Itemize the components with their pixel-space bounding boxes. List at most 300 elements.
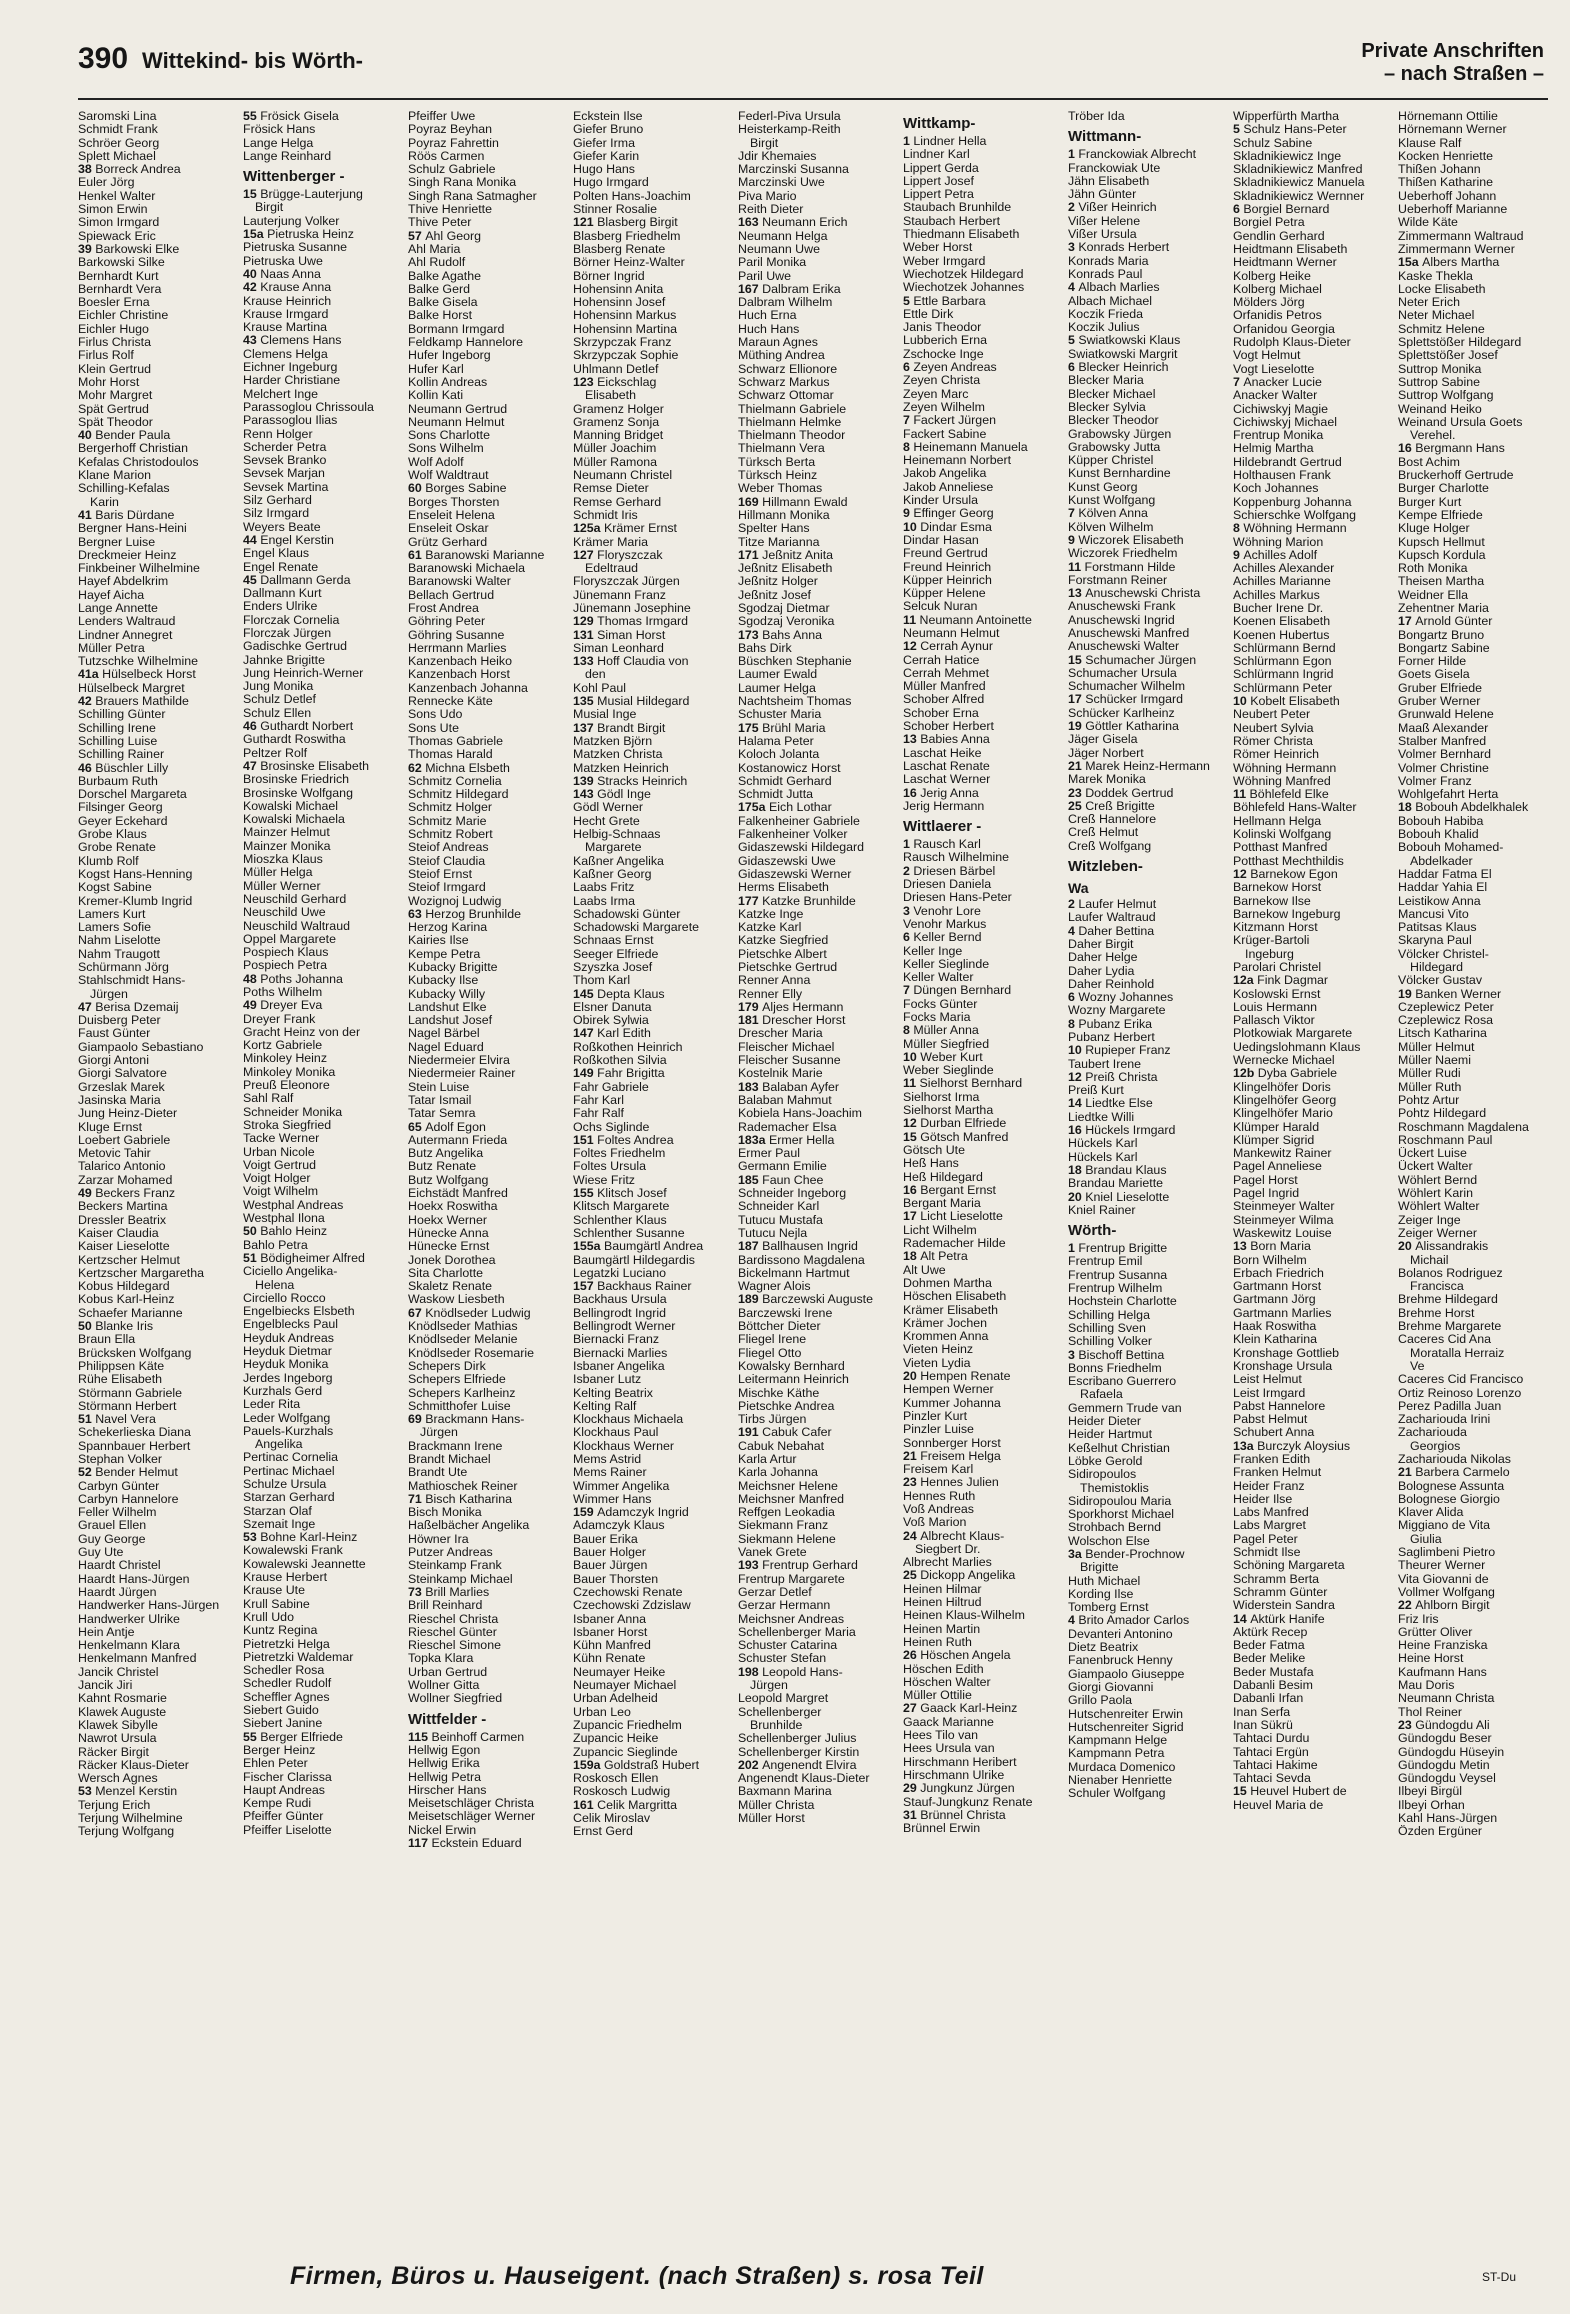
house-number: 65 — [408, 1120, 426, 1134]
resident-entry: Frost Andrea — [408, 601, 479, 615]
entry-continuation: Jürgen — [90, 987, 128, 1001]
resident-entry: 21 Barbera Carmelo — [1398, 1466, 1510, 1480]
resident-entry: Jakob Angelika — [903, 467, 987, 481]
resident-entry: Philippsen Käte — [78, 1359, 165, 1373]
resident-entry: Räcker Birgit — [78, 1745, 149, 1759]
house-number: 183 — [738, 1080, 763, 1094]
resident-entry: Sgodzaj Veronika — [738, 615, 835, 629]
resident-entry: Bergerhoff Christian — [78, 442, 188, 456]
resident-entry: Meichsner Manfred — [738, 1492, 845, 1506]
entry-continuation: Edeltraud — [585, 562, 639, 576]
resident-entry: Erbach Friedrich — [1233, 1266, 1324, 1280]
resident-entry: Bobouh Mohamed- — [1398, 841, 1504, 855]
resident-entry: Schneider Ingeborg — [738, 1187, 847, 1201]
resident-entry: Sevsek Branko — [243, 454, 327, 468]
resident-entry: Skaryna Paul — [1398, 934, 1472, 948]
resident-entry: Seeger Elfriede — [573, 947, 659, 961]
resident-entry: Koenen Elisabeth — [1233, 615, 1331, 629]
resident-entry: Klingelhöfer Doris — [1233, 1080, 1331, 1094]
resident-entry: Giefer Irma — [573, 136, 635, 150]
resident-entry: Krause Ute — [243, 1584, 305, 1598]
resident-entry: Holthausen Frank — [1233, 469, 1331, 483]
resident-entry: 40 Bender Paula — [78, 429, 171, 443]
resident-entry: Balke Gisela — [408, 296, 478, 310]
resident-entry: Pagel Anneliese — [1233, 1160, 1322, 1174]
resident-entry: Anuschewski Frank — [1068, 600, 1176, 614]
resident-entry: Guy George — [78, 1532, 146, 1546]
resident-entry: 18 Bobouh Abdelkhalek — [1398, 801, 1529, 815]
resident-entry: Laschat Renate — [903, 759, 990, 773]
resident-entry: Labs Margret — [1233, 1519, 1307, 1533]
resident-entry: Fleischer Michael — [738, 1040, 835, 1054]
resident-entry: Thielmann Theodor — [738, 429, 846, 443]
resident-entry: Krull Sabine — [243, 1597, 310, 1611]
resident-entry: Marczinski Susanna — [738, 163, 849, 177]
entry-continuation: Jürgen — [420, 1426, 458, 1440]
resident-entry: Schulz Sabine — [1233, 136, 1313, 150]
resident-entry: Röös Carmen — [408, 149, 485, 163]
house-number: 15a — [1398, 256, 1423, 270]
resident-entry: Jonek Dorothea — [408, 1253, 496, 1267]
resident-entry: Pietruska Susanne — [243, 241, 348, 255]
resident-entry: Blasberg Friedhelm — [573, 229, 681, 243]
entry-continuation: Brunhilde — [750, 1718, 803, 1732]
resident-entry: 139 Stracks Heinrich — [573, 774, 688, 788]
resident-entry: Schilling Luise — [78, 734, 158, 748]
resident-entry: 52 Bender Helmut — [78, 1466, 178, 1480]
house-number: 55 — [243, 110, 261, 123]
resident-entry: Faust Günter — [78, 1027, 151, 1041]
resident-entry: Fahr Gabriele — [573, 1080, 649, 1094]
resident-entry: Gündogdu Hüseyin — [1398, 1745, 1505, 1759]
resident-entry: Fischer Clarissa — [243, 1770, 332, 1784]
entry-continuation: Francisca — [1410, 1280, 1464, 1294]
resident-entry: 171 Jeßnitz Anita — [738, 548, 834, 562]
resident-entry: Roskosch Ellen — [573, 1772, 659, 1786]
resident-entry: Weinand Heiko — [1398, 402, 1482, 416]
entry-continuation: Themistoklis — [1080, 1481, 1149, 1495]
resident-entry: Börner Heinz-Walter — [573, 256, 685, 270]
resident-entry: Lange Reinhard — [243, 149, 332, 163]
resident-entry: 13a Burczyk Aloysius — [1233, 1439, 1351, 1453]
resident-entry: Skladnikiewicz Wernner — [1233, 189, 1365, 203]
resident-entry: Starzan Olaf — [243, 1504, 312, 1518]
resident-entry: Urban Gertrud — [408, 1665, 488, 1679]
resident-entry: Lindner Annegret — [78, 628, 173, 642]
resident-entry: Plotkowiak Margarete — [1233, 1027, 1353, 1041]
house-number: 18 — [1398, 801, 1416, 815]
resident-entry: Mainzer Monika — [243, 839, 331, 853]
resident-entry: Potthast Mechthildis — [1233, 854, 1344, 868]
resident-entry: 161 Celik Margritta — [573, 1798, 677, 1812]
resident-entry: Theurer Werner — [1398, 1559, 1486, 1573]
resident-entry: Böhlefeld Hans-Walter — [1233, 801, 1357, 815]
resident-entry: Dressler Beatrix — [78, 1213, 167, 1227]
resident-entry: Hirscher Hans — [408, 1783, 487, 1797]
resident-entry: Wiese Fritz — [573, 1173, 635, 1187]
resident-entry: Schuler Wolfgang — [1068, 1787, 1166, 1801]
resident-entry: Bolognese Assunta — [1398, 1479, 1505, 1493]
resident-entry: Backhaus Ursula — [573, 1293, 667, 1307]
resident-entry: Müller Horst — [738, 1812, 805, 1825]
resident-entry: Engel Renate — [243, 560, 319, 574]
resident-entry: 4 Brito Amador Carlos — [1068, 1614, 1190, 1628]
resident-entry: Haardt Hans-Jürgen — [78, 1572, 190, 1586]
house-number: 53 — [243, 1531, 261, 1545]
resident-entry: Knödlseder Mathias — [408, 1320, 518, 1334]
resident-entry: Spät Gertrud — [78, 402, 149, 416]
resident-entry: Schramm Berta — [1233, 1572, 1320, 1586]
resident-entry: Driesen Hans-Peter — [903, 891, 1012, 905]
resident-entry: Murdaca Domenico — [1068, 1760, 1176, 1774]
resident-entry: Klockhaus Paul — [573, 1426, 659, 1440]
resident-entry: Inan Serfa — [1233, 1705, 1291, 1719]
resident-entry: Gündogdu Veysel — [1398, 1772, 1496, 1786]
resident-entry: Skladnikiewicz Manfred — [1233, 163, 1363, 177]
resident-entry: Kowalski Michael — [243, 799, 339, 813]
resident-entry: Kaiser Lieselotte — [78, 1240, 170, 1254]
resident-entry: Konrads Maria — [1068, 254, 1149, 268]
resident-entry: Kording Ilse — [1068, 1587, 1134, 1601]
resident-entry: Beder Fatma — [1233, 1639, 1305, 1653]
resident-entry: Hünecke Ernst — [408, 1240, 490, 1254]
resident-entry: 20 Alissandrakis — [1398, 1240, 1489, 1254]
resident-entry: 12 Preiß Christa — [1068, 1070, 1158, 1084]
resident-entry: Pietschke Gertrud — [738, 961, 838, 974]
entry-continuation: Birgit — [255, 201, 284, 215]
resident-entry: Starzan Gerhard — [243, 1491, 335, 1505]
resident-entry: Wöhlert Walter — [1398, 1200, 1480, 1214]
resident-entry: Falkenheiner Volker — [738, 828, 848, 842]
resident-entry: Venohr Markus — [903, 917, 987, 931]
resident-entry: Kubacky Ilse — [408, 974, 479, 988]
resident-entry: Preuß Eleonore — [243, 1079, 330, 1093]
resident-entry: Burger Charlotte — [1398, 482, 1489, 496]
house-number: 16 — [1398, 442, 1416, 456]
resident-entry: Henkelmann Klara — [78, 1639, 180, 1653]
house-number: 23 — [903, 1476, 921, 1490]
resident-entry: Fahr Karl — [573, 1093, 624, 1107]
resident-entry: 40 Naas Anna — [243, 267, 321, 281]
resident-entry: 41 Baris Dürdane — [78, 508, 175, 522]
resident-entry: Volmer Christine — [1398, 761, 1489, 775]
resident-entry: Topka Klara — [408, 1652, 474, 1666]
resident-entry: Barczewski Irene — [738, 1306, 833, 1320]
resident-entry: Steiof Ernst — [408, 867, 473, 881]
resident-entry: Feldkamp Hannelore — [408, 336, 524, 350]
resident-entry: Hückels Karl — [1068, 1137, 1138, 1151]
resident-entry: Czechowski Renate — [573, 1585, 683, 1599]
resident-entry: Potthast Manfred — [1233, 841, 1328, 855]
resident-entry: Bickelmann Hartmut — [738, 1266, 850, 1280]
resident-entry: Krüger-Bartoli — [1233, 934, 1310, 948]
resident-entry: Wollner Siegfried — [408, 1692, 503, 1706]
resident-entry: Caceres Cid Francisco — [1398, 1373, 1524, 1387]
resident-entry: 11 Böhlefeld Elke — [1233, 788, 1329, 802]
resident-entry: Schlenther Klaus — [573, 1213, 667, 1227]
resident-entry: Cerrah Mehmet — [903, 666, 990, 680]
resident-entry: Schilling Günter — [78, 708, 166, 722]
resident-entry: Höwner Ira — [408, 1532, 469, 1546]
resident-entry: Meisetschläger Christa — [408, 1797, 535, 1811]
resident-entry: Czeplewicz Peter — [1398, 1000, 1494, 1014]
resident-entry: Schnaas Ernst — [573, 934, 654, 948]
entry-continuation: Helena — [255, 1278, 295, 1292]
resident-entry: Heinen Klaus-Wilhelm — [903, 1609, 1025, 1623]
resident-entry: Schmitz Hildegard — [408, 788, 509, 802]
resident-entry: Neter Michael — [1398, 309, 1475, 323]
resident-entry: Kurzhals Gerd — [243, 1384, 323, 1398]
resident-entry: Bobouh Habiba — [1398, 814, 1484, 828]
house-number: 4 — [1068, 924, 1079, 938]
resident-entry: Weinand Ursula Goets — [1398, 415, 1523, 429]
resident-entry: Küpper Christel — [1068, 454, 1154, 468]
resident-entry: Kinder Ursula — [903, 494, 979, 508]
resident-entry: Barnekow Ingeburg — [1233, 907, 1341, 921]
resident-entry: 16 Hückels Irmgard — [1068, 1124, 1176, 1138]
resident-entry: Laumer Helga — [738, 681, 816, 695]
resident-entry: Uedingslohmann Klaus — [1233, 1040, 1361, 1054]
resident-entry: Keller Sieglinde — [903, 957, 990, 971]
resident-entry: Giefer Bruno — [573, 123, 644, 137]
street-subheading: Wa — [1068, 880, 1089, 897]
resident-entry: Grillo Paola — [1068, 1694, 1133, 1708]
resident-entry: 10 Rupieper Franz — [1068, 1044, 1171, 1058]
house-number: 38 — [78, 163, 96, 177]
resident-entry: 173 Bahs Anna — [738, 628, 823, 642]
resident-entry: 47 Brosinske Elisabeth — [243, 759, 370, 773]
resident-entry: 47 Berisa Dzemaij — [78, 1000, 179, 1014]
resident-entry: Laumer Ewald — [738, 668, 818, 682]
resident-entry: Balke Gerd — [408, 282, 470, 296]
resident-entry: 5 Swiatkowski Klaus — [1068, 334, 1181, 348]
resident-entry: Kairies Ilse — [408, 934, 469, 948]
resident-entry: 19 Banken Werner — [1398, 987, 1502, 1001]
resident-entry: Römer Christa — [1233, 734, 1313, 748]
resident-entry: Krause Martina — [243, 321, 328, 335]
resident-entry: Wolf Adolf — [408, 455, 464, 469]
resident-entry: Franckowiak Ute — [1068, 161, 1161, 175]
house-number: 155a — [573, 1240, 605, 1254]
resident-entry: 67 Knödlseder Ludwig — [408, 1306, 531, 1320]
resident-entry: 29 Jungkunz Jürgen — [903, 1782, 1015, 1796]
resident-entry: Isbaner Angelika — [573, 1359, 665, 1373]
house-number: 1 — [1068, 148, 1079, 162]
resident-entry: 8 Wöhning Hermann — [1233, 522, 1347, 536]
resident-entry: Schekerlieska Diana — [78, 1426, 191, 1440]
resident-entry: Heider Franz — [1233, 1479, 1305, 1493]
resident-entry: Brehme Hildegard — [1398, 1293, 1498, 1307]
resident-entry: Leist Irmgard — [1233, 1386, 1306, 1400]
resident-entry: Szemait Inge — [243, 1517, 316, 1531]
resident-entry: Leitermann Heinrich — [738, 1373, 849, 1387]
resident-entry: Barnekow Horst — [1233, 881, 1322, 895]
resident-entry: Türksch Berta — [738, 455, 816, 469]
resident-entry: Schulz Detlef — [243, 693, 317, 707]
house-number: 202 — [738, 1758, 763, 1772]
resident-entry: Schilling Irene — [78, 721, 156, 735]
house-number: 73 — [408, 1585, 426, 1599]
resident-entry: Bauer Jürgen — [573, 1559, 648, 1573]
resident-entry: Schmidt Ilse — [1233, 1546, 1301, 1560]
resident-entry: Krämer Elisabeth — [903, 1303, 999, 1317]
resident-entry: 42 Krause Anna — [243, 281, 332, 295]
resident-entry: Kremer-Klumb Ingrid — [78, 894, 193, 908]
resident-entry: Völcker Gustav — [1398, 974, 1483, 988]
house-number: 145 — [573, 987, 598, 1001]
resident-entry: Hennes Ruth — [903, 1489, 976, 1503]
house-number: 18 — [1068, 1163, 1086, 1177]
resident-entry: Götsch Ute — [903, 1143, 965, 1157]
resident-entry: Terjung Erich — [78, 1798, 151, 1812]
resident-entry: Schramm Günter — [1233, 1585, 1328, 1599]
house-number: 175a — [738, 801, 770, 815]
resident-entry: 23 Gündogdu Ali — [1398, 1718, 1490, 1732]
house-number: 173 — [738, 628, 763, 642]
resident-entry: Gidaszewski Uwe — [738, 854, 836, 868]
resident-entry: Jeßnitz Elisabeth — [738, 562, 833, 576]
resident-entry: Klitsch Margarete — [573, 1200, 670, 1214]
resident-entry: Ehlen Peter — [243, 1757, 308, 1771]
resident-entry: Schilling Volker — [1068, 1335, 1153, 1349]
house-number: 23 — [1398, 1718, 1416, 1732]
resident-entry: Grzeslak Marek — [78, 1080, 165, 1094]
resident-entry: Grauel Ellen — [78, 1519, 147, 1533]
resident-entry: Schücker Karlheinz — [1068, 706, 1175, 720]
house-number: 15a — [243, 228, 268, 242]
resident-entry: Bellingrodt Werner — [573, 1320, 676, 1334]
resident-entry: Kogst Sabine — [78, 881, 152, 895]
resident-entry: Mölders Jörg — [1233, 296, 1305, 310]
resident-entry: Heinen Hilmar — [903, 1582, 982, 1596]
resident-entry: Beder Melike — [1233, 1652, 1306, 1666]
resident-entry: Weber Horst — [903, 241, 973, 255]
resident-entry: Kanzenbach Johanna — [408, 681, 528, 695]
resident-entry: Lippert Gerda — [903, 161, 979, 175]
resident-entry: Nawrot Ursula — [78, 1732, 157, 1746]
resident-entry: Kaiser Claudia — [78, 1226, 159, 1240]
resident-entry: Kanzenbach Horst — [408, 668, 510, 682]
resident-entry: 15 Schumacher Jürgen — [1068, 653, 1197, 667]
resident-entry: Hugo Hans — [573, 163, 635, 177]
resident-entry: Cichiwskyj Michael — [1233, 415, 1337, 429]
resident-entry: 2 Laufer Helmut — [1068, 898, 1157, 912]
resident-entry: Thißen Katharine — [1398, 176, 1494, 190]
resident-entry: Jeßnitz Josef — [738, 588, 811, 602]
resident-entry: Hochstein Charlotte — [1068, 1295, 1177, 1309]
resident-entry: Kempe Elfriede — [1398, 508, 1483, 522]
resident-entry: Schellenberger Julius — [738, 1732, 857, 1746]
resident-entry: Bernhardt Kurt — [78, 269, 159, 283]
resident-entry: Huth Michael — [1068, 1574, 1141, 1588]
resident-entry: Autermann Frieda — [408, 1133, 508, 1147]
resident-entry: Parassoglou Ilias — [243, 414, 338, 428]
house-number: 8 — [1068, 1017, 1079, 1031]
house-number: 8 — [1233, 522, 1244, 536]
resident-entry: Eichler Hugo — [78, 322, 149, 336]
resident-entry: Neter Erich — [1398, 296, 1460, 310]
resident-entry: Neumann Uwe — [738, 242, 820, 256]
resident-entry: Klümper Sigrid — [1233, 1133, 1315, 1147]
resident-entry: Sevsek Marjan — [243, 467, 325, 481]
resident-entry: Driesen Daniela — [903, 878, 992, 892]
resident-entry: Kertzscher Margaretha — [78, 1266, 205, 1280]
house-number: 22 — [1398, 1599, 1416, 1613]
resident-entry: Heidtmann Werner — [1233, 256, 1337, 270]
house-number: 42 — [78, 695, 96, 709]
resident-entry: Dreyer Frank — [243, 1012, 316, 1026]
resident-entry: Widerstein Sandra — [1233, 1599, 1335, 1613]
resident-entry: Klawek Sibylle — [78, 1718, 158, 1732]
resident-entry: 129 Thomas Irmgard — [573, 615, 689, 629]
house-number: 20 — [1068, 1190, 1086, 1204]
resident-entry: Creß Hannelore — [1068, 813, 1157, 827]
resident-entry: Thive Henriette — [408, 203, 493, 217]
resident-entry: Swiatkowski Margrit — [1068, 347, 1178, 361]
house-number: 10 — [903, 520, 921, 534]
resident-entry: Siman Leonhard — [573, 641, 664, 655]
resident-entry: Kniel Rainer — [1068, 1203, 1136, 1217]
resident-entry: Neubert Peter — [1233, 708, 1311, 722]
resident-entry: Carbyn Günter — [78, 1479, 160, 1493]
resident-entry: Mainzer Helmut — [243, 826, 330, 840]
resident-entry: Biernacki Franz — [573, 1333, 660, 1347]
resident-entry: 15a Pietruska Heinz — [243, 228, 354, 242]
resident-entry: Gracht Heinz von der — [243, 1025, 361, 1039]
resident-entry: Müller Joachim — [573, 442, 657, 456]
resident-entry: Loebert Gabriele — [78, 1133, 171, 1147]
resident-entry: Kaßner Angelika — [573, 854, 664, 868]
resident-entry: Kampmann Petra — [1068, 1747, 1165, 1761]
resident-entry: Borgiel Petra — [1233, 216, 1305, 230]
house-number: 149 — [573, 1067, 598, 1081]
resident-entry: Liedtke Willi — [1068, 1110, 1135, 1124]
entry-continuation: Moratalla Herraiz — [1410, 1346, 1505, 1360]
resident-entry: Kelting Ralf — [573, 1399, 637, 1413]
resident-entry: Parassoglou Chrissoula — [243, 400, 374, 414]
resident-entry: Giampaolo Sebastiano — [78, 1040, 204, 1054]
resident-entry: Brosinske Friedrich — [243, 773, 350, 787]
resident-entry: Federl-Piva Ursula — [738, 110, 841, 123]
directory-column — [243, 110, 403, 2180]
house-number: 16 — [903, 1183, 921, 1197]
resident-entry: Fackert Sabine — [903, 427, 987, 441]
resident-entry: Heß Hans — [903, 1157, 959, 1171]
resident-entry: Dindar Hasan — [903, 533, 979, 547]
resident-entry: Mems Astrid — [573, 1452, 642, 1466]
resident-entry: Wolf Waldtraut — [408, 469, 489, 483]
resident-entry: Müller Helga — [243, 866, 313, 880]
house-number: 47 — [78, 1000, 96, 1014]
directory-column — [408, 110, 568, 2180]
resident-entry: Kunst Wolfgang — [1068, 494, 1156, 508]
resident-entry: Zarzar Mohamed — [78, 1173, 173, 1187]
resident-entry: Hirschmann Ulrike — [903, 1768, 1005, 1782]
resident-entry: Hufer Ingeborg — [408, 349, 491, 363]
house-number: 4 — [1068, 1614, 1079, 1628]
resident-entry: Kohl Paul — [573, 681, 627, 695]
resident-entry: Firlus Rolf — [78, 349, 134, 363]
resident-entry: Kaßner Georg — [573, 867, 652, 881]
resident-entry: Gramenz Sonja — [573, 415, 660, 429]
resident-entry: Schröer Georg — [78, 136, 160, 150]
resident-entry: Ettle Dirk — [903, 307, 954, 321]
entry-continuation: Birgit — [750, 136, 779, 150]
house-number: 13 — [903, 733, 921, 747]
resident-entry: Wipperfürth Martha — [1233, 110, 1340, 123]
resident-entry: Kowalewski Jeannette — [243, 1557, 366, 1571]
resident-entry: 17 Arnold Günter — [1398, 615, 1493, 629]
